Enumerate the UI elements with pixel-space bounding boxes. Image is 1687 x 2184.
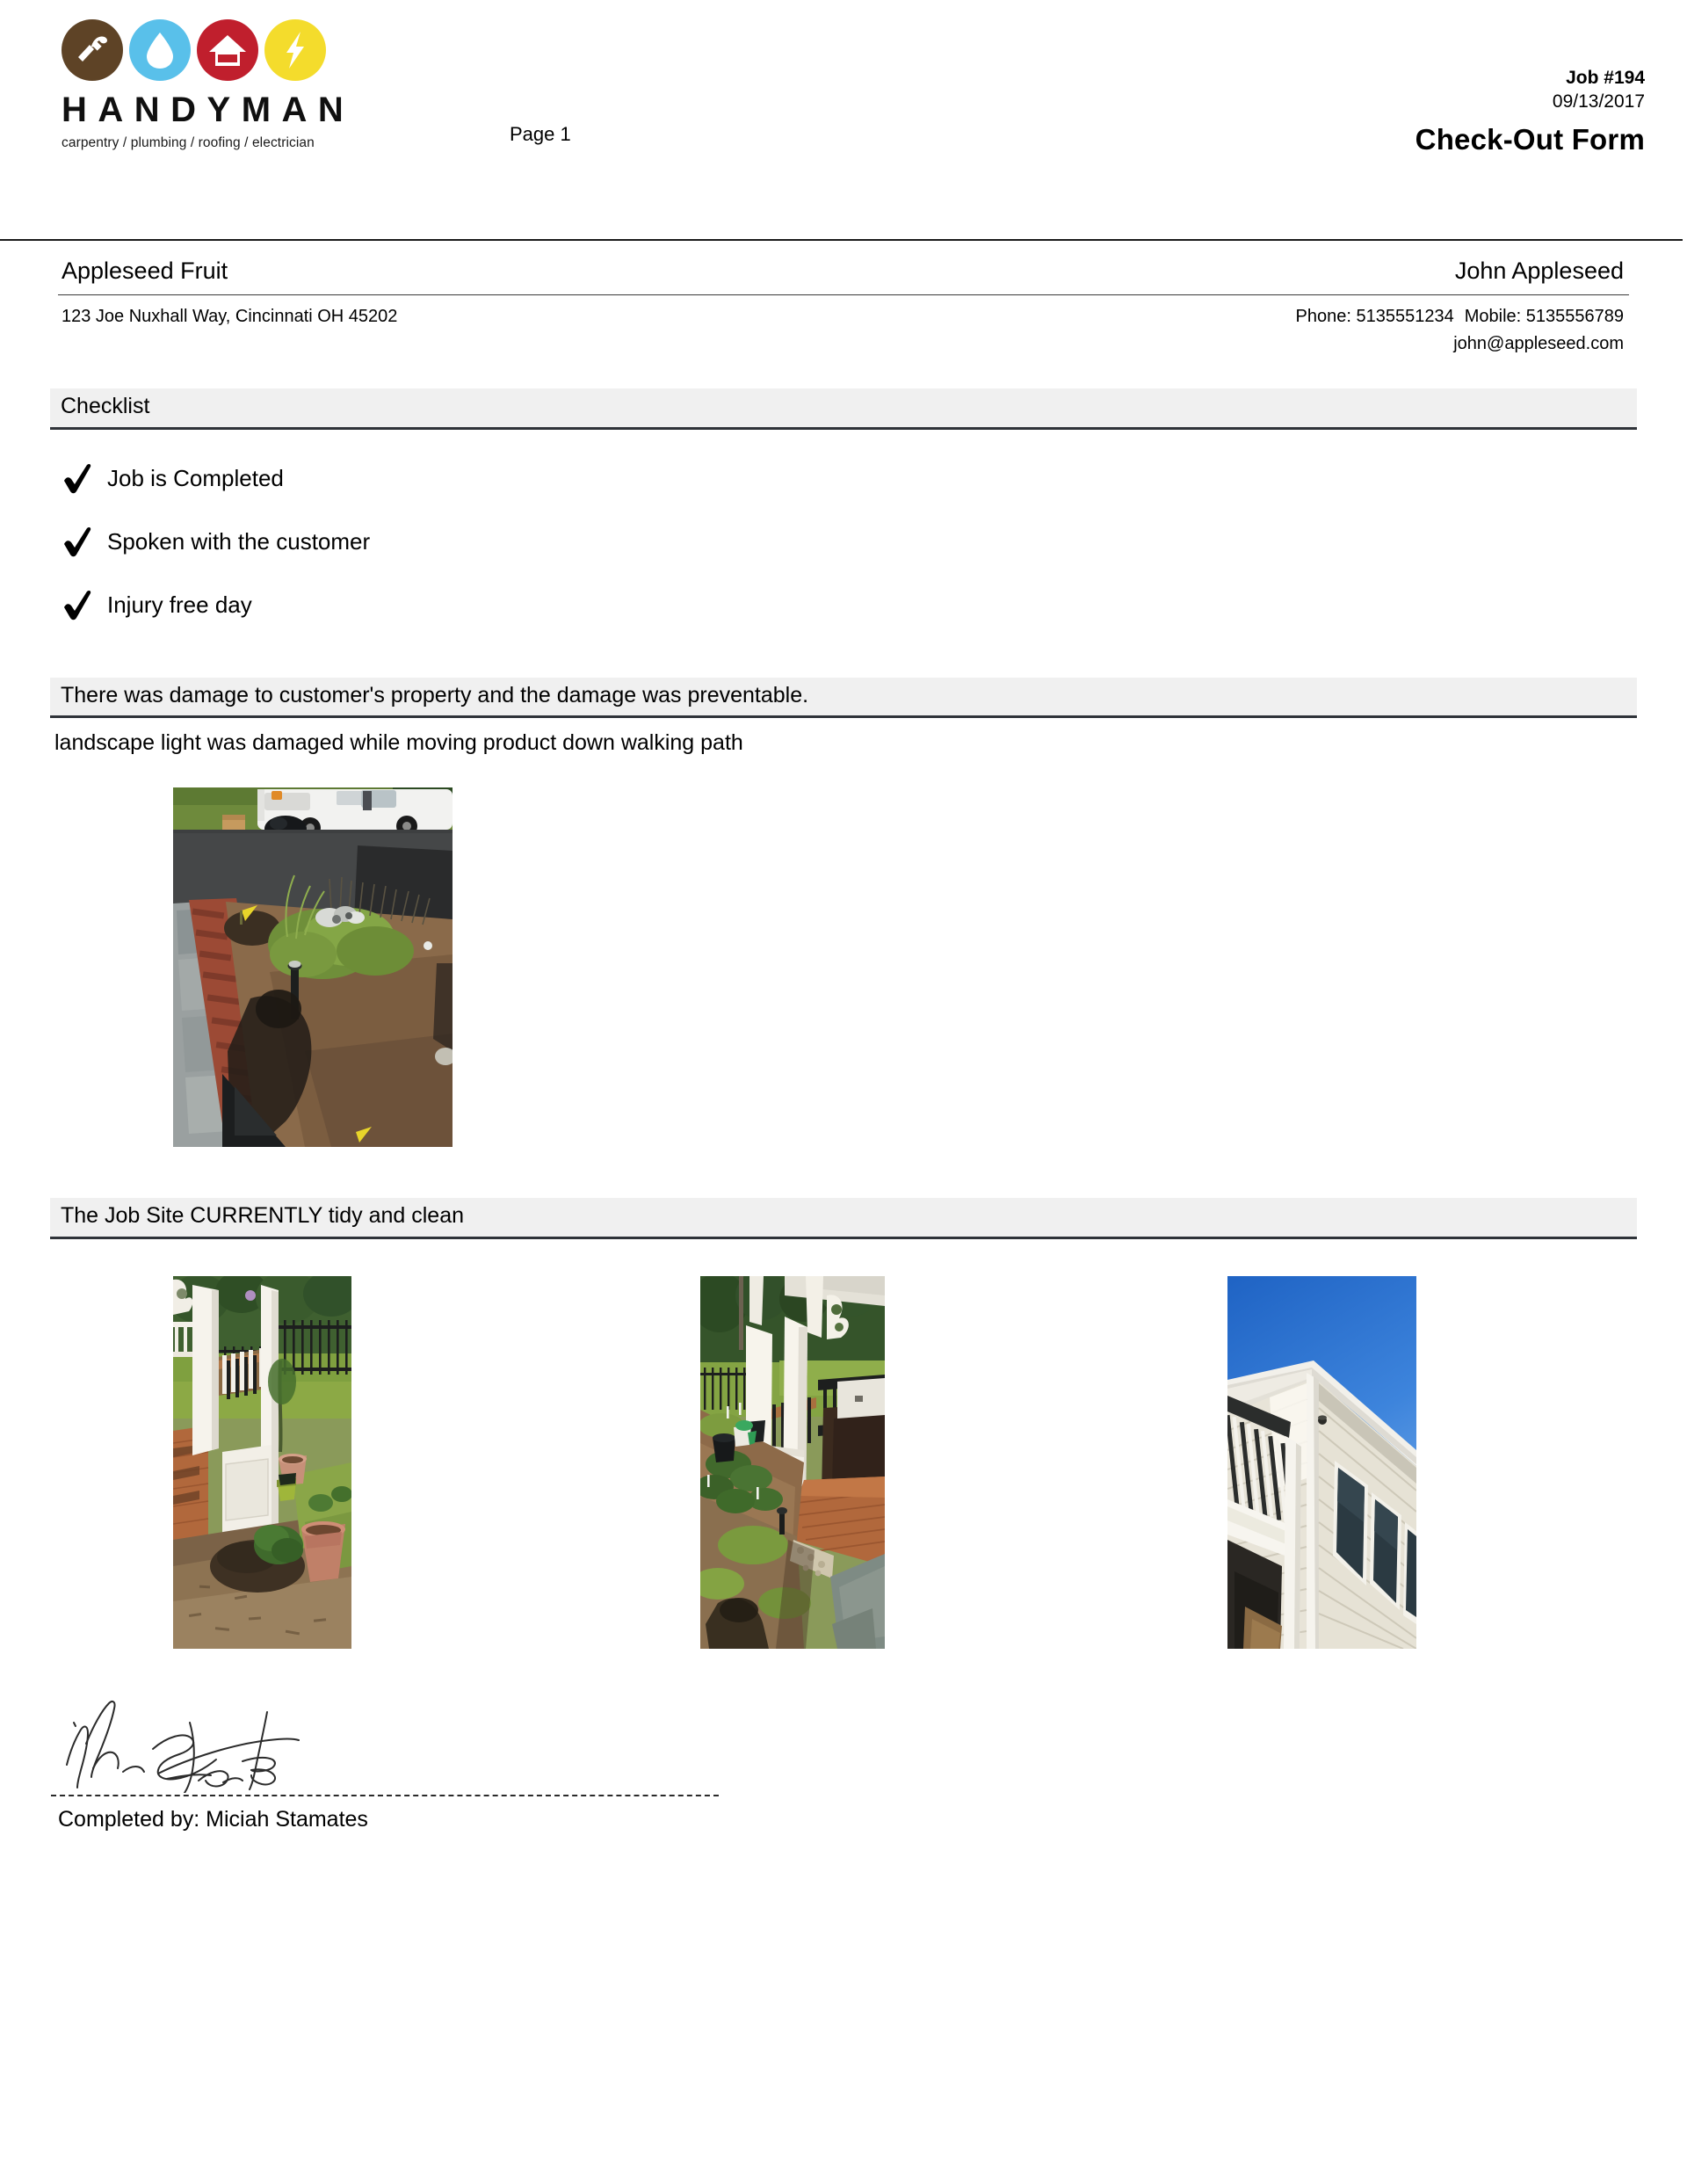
company-name: Appleseed Fruit xyxy=(62,258,228,284)
checklist-items xyxy=(0,447,1687,637)
check-icon xyxy=(54,525,100,560)
contact-phones xyxy=(1296,304,1624,330)
brand-tagline: carpentry / plumbing / roofing / electrician xyxy=(62,135,315,150)
house-icon xyxy=(197,19,258,81)
parties-divider xyxy=(58,294,1629,295)
page-number: Page 1 xyxy=(510,123,571,145)
checklist-section xyxy=(0,388,1687,637)
damage-photo-row xyxy=(0,787,1687,1147)
brand-wordmark: HANDYMAN xyxy=(62,91,355,129)
company-address-block xyxy=(62,304,397,330)
company-block xyxy=(62,258,228,285)
gallery-slot xyxy=(173,1276,700,1649)
check-icon xyxy=(54,588,100,623)
damage-title: There was damage to customer's property and the damage was preventable. xyxy=(61,682,809,707)
contact-mobile: Mobile: 5135556789 xyxy=(1464,307,1624,326)
water-drop-icon xyxy=(129,19,191,81)
house-exterior-upward-photo[interactable] xyxy=(1227,1276,1416,1649)
checklist-item[interactable] xyxy=(54,447,1687,511)
logo-icon-row xyxy=(62,19,334,81)
header-meta xyxy=(1415,67,1645,158)
completed-by-label: Completed by: Miciah Stamates xyxy=(58,1806,368,1832)
checklist-header xyxy=(50,388,1637,430)
company-logo xyxy=(62,19,355,151)
company-address: 123 Joe Nuxhall Way, Cincinnati OH 45202 xyxy=(62,307,398,326)
damage-photo[interactable] xyxy=(173,787,453,1147)
page-header xyxy=(0,0,1687,239)
jobsite-photo-gallery xyxy=(0,1276,1687,1654)
jobsite-section xyxy=(0,1198,1687,1654)
damage-section xyxy=(0,678,1687,1148)
damage-header xyxy=(50,678,1637,719)
check-icon xyxy=(54,461,100,497)
signature-line xyxy=(51,1795,719,1796)
checklist-item-label: Injury free day xyxy=(107,591,252,618)
job-date: 09/13/2017 xyxy=(1552,91,1645,112)
signature-image xyxy=(51,1696,464,1793)
gallery-slot xyxy=(1227,1276,1687,1649)
checklist-item-label: Spoken with the customer xyxy=(107,528,371,555)
deck-with-planters-photo[interactable] xyxy=(173,1276,351,1649)
parties-block xyxy=(0,258,1687,355)
checklist-item[interactable] xyxy=(54,574,1687,637)
checklist-title: Checklist xyxy=(61,394,150,418)
hammer-icon xyxy=(62,19,123,81)
contact-name: John Appleseed xyxy=(1454,258,1624,284)
contact-block xyxy=(1455,258,1624,285)
deck-corner-stone-path-photo[interactable] xyxy=(700,1276,885,1649)
jobsite-header xyxy=(50,1198,1637,1239)
damage-note: landscape light was damaged while moving product down walking path xyxy=(54,730,743,755)
gallery-slot xyxy=(700,1276,1227,1649)
checklist-item[interactable] xyxy=(54,511,1687,574)
page-title: Check-Out Form xyxy=(1415,122,1645,156)
contact-details-block xyxy=(1296,304,1624,357)
gallery-row xyxy=(173,1276,1687,1649)
signature-block xyxy=(0,1696,1687,1832)
contact-email: john@appleseed.com xyxy=(1453,334,1624,353)
job-number: Job #194 xyxy=(1566,68,1645,88)
contact-phone: Phone: 5135551234 xyxy=(1295,307,1454,326)
lightning-bolt-icon xyxy=(264,19,326,81)
header-divider xyxy=(0,239,1683,241)
checklist-item-label: Job is Completed xyxy=(107,465,284,491)
jobsite-title: The Job Site CURRENTLY tidy and clean xyxy=(61,1203,465,1228)
